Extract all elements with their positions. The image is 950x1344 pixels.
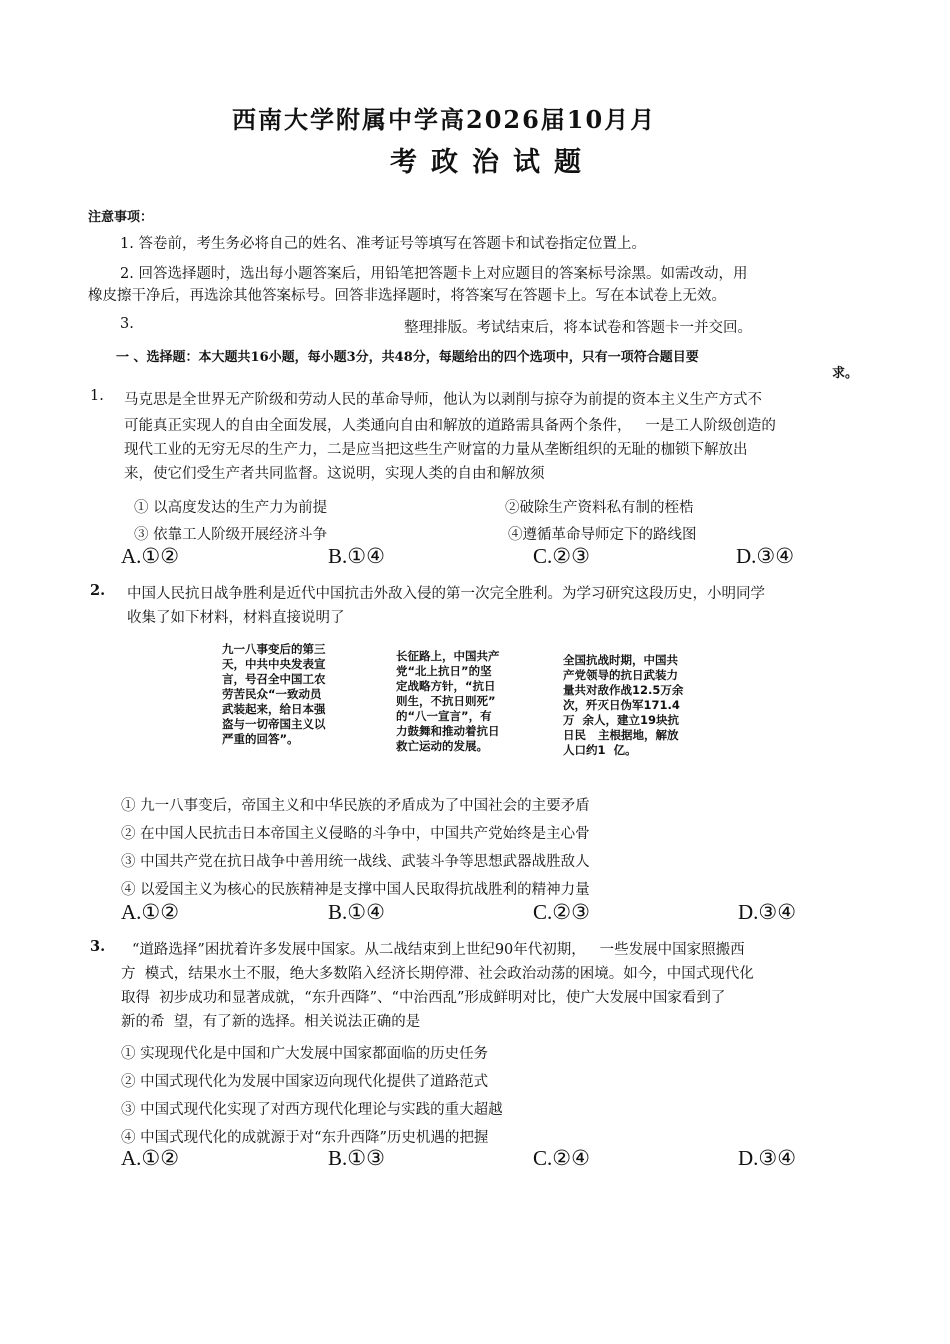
notice-item-3-text: 整理排版。考试结束后，将本试卷和答题卡一并交回。: [404, 320, 752, 336]
q1-option-a: A.①②: [121, 544, 180, 568]
page-subtitle: 考政治试题: [390, 147, 595, 178]
q1-option-b: B.①④: [328, 544, 385, 568]
material-line: 长征路上，中国共产: [396, 649, 500, 663]
material-line: 万 余人，建立19块抗: [563, 713, 680, 727]
q3-option-a: A.①②: [121, 1146, 180, 1170]
material-line: 救亡运动的发展。: [396, 739, 488, 753]
q1-item-4: ④遵循革命导师定下的路线图: [508, 527, 697, 543]
q3-stem-line: “道路选择”困扰着许多发展中国家。从二战结束到上世纪90年代初期， 一些发展中国家照搬西: [132, 942, 745, 958]
notice-item-2-line1: 2. 回答选择题时，选出每小题答案后，用铅笔把答题卡上对应题目的答案标号涂黑。如需改动，用: [120, 266, 748, 282]
q2-material-box-2: [396, 649, 531, 754]
q3-item-3: ③ 中国式现代化实现了对西方现代化理论与实践的重大超越: [121, 1102, 503, 1118]
material-line: 盗与一切帝国主义以: [222, 717, 326, 731]
q2-option-b: B.①④: [328, 900, 385, 924]
section-heading-line1: 一 、选择题：本大题共16小题，每小题3分，共48分，每题给出的四个选项中，只有一项符合题目要: [116, 350, 699, 365]
q1-stem-line: 来，使它们受生产者共同监督。这说明，实现人类的自由和解放须: [124, 466, 545, 482]
q2-material-box-1: [222, 642, 357, 747]
q1-option-c: C.②③: [533, 544, 590, 568]
q1-item-2: ②破除生产资料私有制的桎梏: [505, 500, 694, 516]
material-line: 严重的回答”。: [222, 732, 299, 746]
q1-stem-line: 可能真正实现人的自由全面发展，人类通向自由和解放的道路需具备两个条件， 一是工人阶级创造的: [124, 418, 776, 434]
q1-stem-line: 马克思是全世界无产阶级和劳动人民的革命导师，他认为以剥削与掠夺为前提的资本主义生产方式不: [124, 392, 762, 408]
q3-number: 3.: [90, 938, 106, 955]
q2-option-a: A.①②: [121, 900, 180, 924]
material-line: 力鼓舞和推动着抗日: [396, 724, 500, 738]
notice-item-3-number: 3.: [120, 316, 134, 332]
q2-item-2: ② 在中国人民抗击日本帝国主义侵略的斗争中，中国共产党始终是主心骨: [121, 826, 590, 842]
material-line: 九一八事变后的第三: [222, 642, 326, 656]
q2-stem-line: 中国人民抗日战争胜利是近代中国抗击外敌入侵的第一次完全胜利。为学习研究这段历史，小明同学: [127, 586, 765, 602]
q3-option-d: D.③④: [738, 1146, 797, 1170]
material-line: 人口约1 亿。: [563, 743, 637, 757]
q3-item-1: ① 实现现代化是中国和广大发展中国家都面临的历史任务: [121, 1046, 489, 1062]
q1-item-3: ③ 依靠工人阶级开展经济斗争: [134, 527, 328, 543]
material-line: 产党领导的抗日武装力: [563, 668, 678, 682]
page-title: 西南大学附属中学高2026届10月月: [232, 105, 657, 134]
q1-option-d: D.③④: [736, 544, 795, 568]
q3-option-c: C.②④: [533, 1146, 590, 1170]
q2-option-d: D.③④: [738, 900, 797, 924]
notice-item-1: 1. 答卷前，考生务必将自己的姓名、准考证号等填写在答题卡和试卷指定位置上。: [120, 236, 646, 252]
material-line: 的“八一宣言”，有: [396, 709, 492, 723]
q2-item-4: ④ 以爱国主义为核心的民族精神是支撑中国人民取得抗战胜利的精神力量: [121, 882, 590, 898]
material-line: 次，歼灭日伪军171.4: [563, 698, 680, 712]
notice-item-2-line2: 橡皮擦干净后，再选涂其他答案标号。回答非选择题时，将答案写在答题卡上。写在本试卷上无效。: [88, 288, 726, 304]
q3-item-4: ④ 中国式现代化的成就源于对“东升西降”历史机遇的把握: [121, 1130, 489, 1146]
notice-heading: 注意事项：: [88, 210, 154, 225]
q3-stem-line: 取得 初步成功和显著成就，“东升西降”、“中治西乱”形成鲜明对比，使广大发展中国家看到了: [121, 990, 726, 1006]
section-heading-line2: 求。: [832, 366, 859, 381]
material-line: 日民 主根据地，解放: [563, 728, 679, 742]
q2-stem-line: 收集了如下材料，材料直接说明了: [127, 610, 345, 626]
q2-number: 2.: [90, 582, 106, 599]
q2-item-3: ③ 中国共产党在抗日战争中善用统一战线、武装斗争等思想武器战胜敌人: [121, 854, 590, 870]
q1-stem-line: 现代工业的无穷无尽的生产力，二是应当把这些生产财富的力量从垄断组织的无耻的枷锁下解放出: [124, 442, 748, 458]
material-line: 言，号召全中国工农: [222, 672, 326, 686]
q3-item-2: ② 中国式现代化为发展中国家迈向现代化提供了道路范式: [121, 1074, 489, 1090]
material-line: 全国抗战时期，中国共: [563, 653, 678, 667]
q2-option-c: C.②③: [533, 900, 590, 924]
q3-stem-line: 方 模式，结果水土不服，绝大多数陷入经济长期停滞、社会政治动荡的困境。如今，中国式现代化: [121, 966, 754, 982]
q2-item-1: ① 九一八事变后，帝国主义和中华民族的矛盾成为了中国社会的主要矛盾: [121, 798, 590, 814]
material-line: 则生，不抗日则死”: [396, 694, 496, 708]
material-line: 劳苦民众“一致动员: [222, 687, 322, 701]
material-line: 天，中共中央发表宣: [222, 657, 326, 671]
material-line: 量共对敌作战12.5万余: [563, 683, 684, 697]
q1-number: 1.: [90, 388, 104, 404]
material-line: 武装起来，给日本强: [222, 702, 326, 716]
q3-stem-line: 新的希 望，有了新的选择。相关说法正确的是: [121, 1014, 421, 1030]
q1-item-1: ① 以高度发达的生产力为前提: [134, 500, 328, 516]
material-line: 党“北上抗日”的坚: [396, 664, 492, 678]
q3-option-b: B.①③: [328, 1146, 385, 1170]
material-line: 定战略方针，“抗日: [396, 679, 496, 693]
q2-material-box-3: [563, 653, 723, 758]
